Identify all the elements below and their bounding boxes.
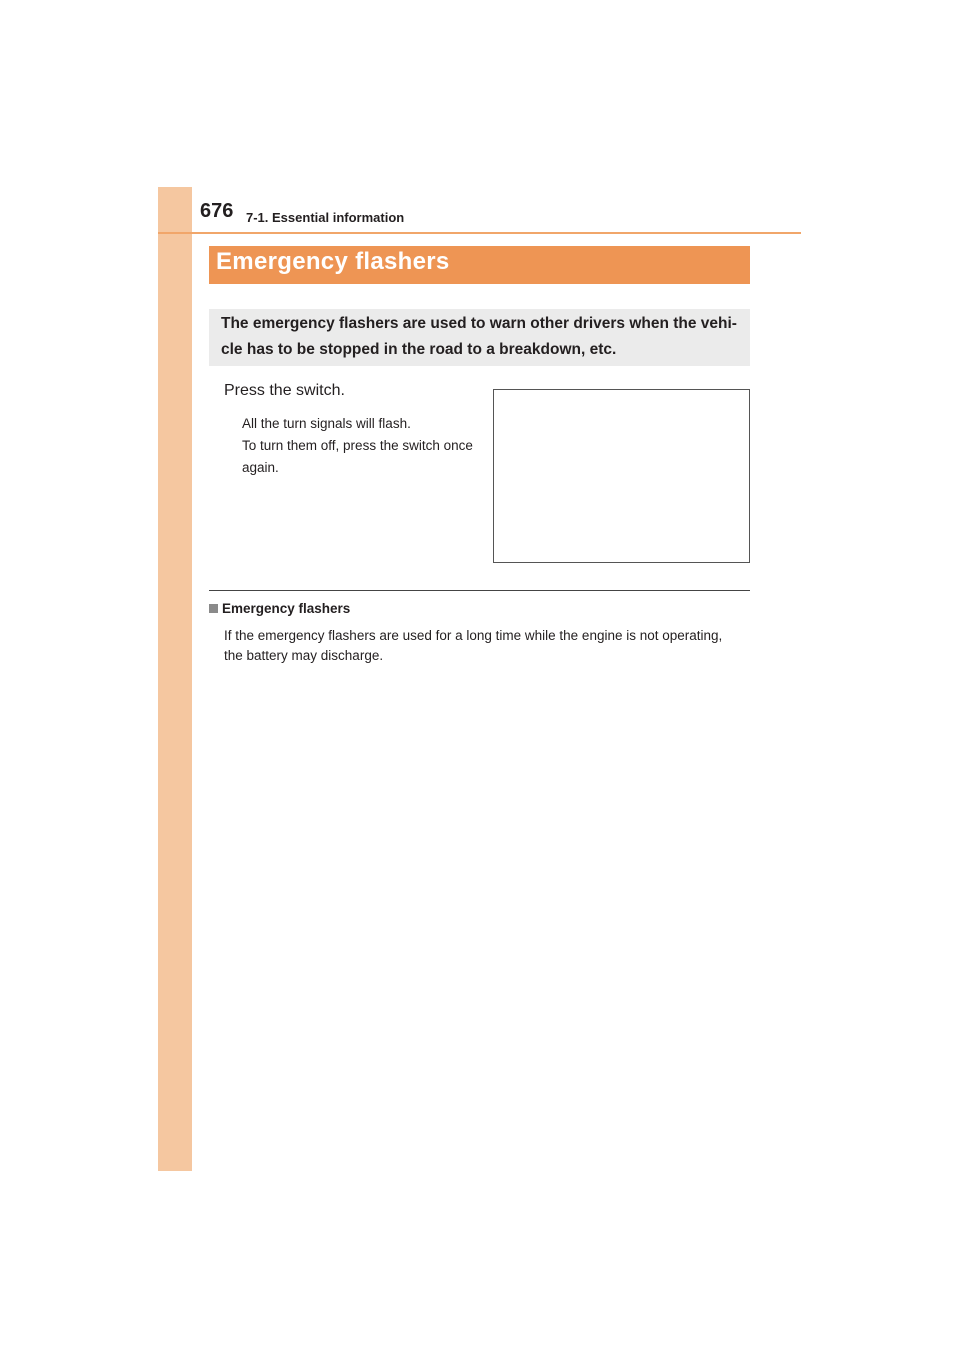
- step-detail-line-3: again.: [242, 460, 279, 475]
- step-detail-line-1: All the turn signals will flash.: [242, 416, 411, 431]
- side-tab: [158, 187, 192, 1171]
- note-line-2: the battery may discharge.: [224, 648, 384, 663]
- note-heading-text: Emergency flashers: [222, 601, 351, 616]
- page-number: 676: [200, 200, 234, 222]
- title-bar: [209, 246, 750, 284]
- step-detail-line-2: To turn them off, press the switch once: [242, 438, 473, 453]
- note-heading: [209, 601, 350, 616]
- note-line-1: If the emergency flashers are used for a long time while the engine is not operating,: [224, 628, 723, 643]
- note-body: [224, 626, 754, 666]
- intro-line-2: cle has to be stopped in the road to a breakdown, etc.: [221, 341, 617, 358]
- intro-line-1: The emergency flashers are used to warn other drivers when the vehi-: [221, 315, 737, 332]
- square-bullet-icon: [209, 604, 218, 613]
- intro-text: [221, 311, 746, 363]
- illustration-frame: [493, 389, 750, 563]
- section-label: 7-1. Essential information: [246, 210, 405, 225]
- page-title: Emergency flashers: [216, 248, 450, 275]
- intro-box: [209, 309, 750, 366]
- step-details: [242, 413, 487, 479]
- step-instruction: Press the switch.: [224, 382, 345, 399]
- notes-divider: [209, 590, 750, 591]
- header-rule: [158, 232, 801, 234]
